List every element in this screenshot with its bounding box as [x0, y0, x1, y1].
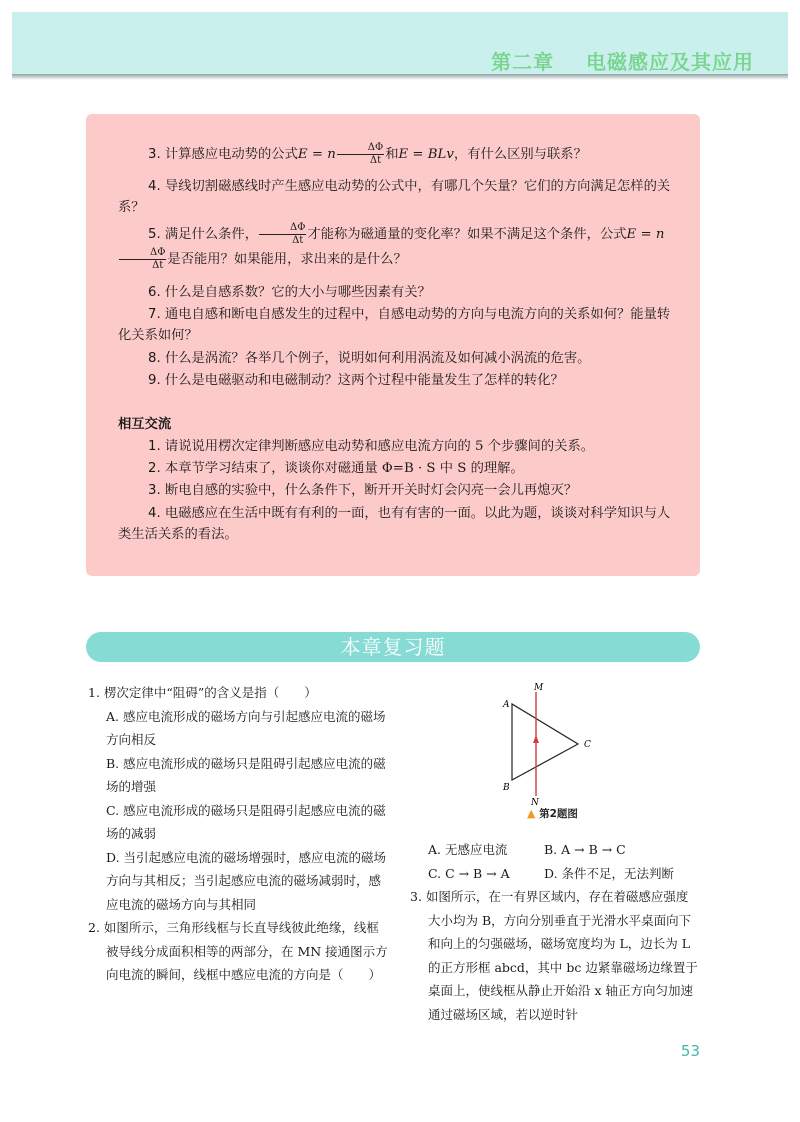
option: D. 当引起感应电流的磁场增强时，感应电流的磁场方向与其相反；当引起感应电流的磁场减弱时，感应电流的磁场方向与其相同	[106, 849, 387, 912]
review-question-3: 3. 如图所示，在一有界区域内，存在着磁感应强度大小均为 B，方向分别垂直于光滑水平桌面向下和向上的匀强磁场，磁场宽度均为 L，边长为 L 的正方形框 abcd，其中 bc 边紧靠磁场边缘置于桌面上，使线框从静止开始沿 x 轴正方向匀加速通过磁场区域，若以逆时针	[410, 889, 698, 1022]
question-5: 5. 满足什么条件， $\frac{\Delta\Phi}{\Delta t}$ 才能称为磁通量的变化率？如果不满足这个条件，公式E = n $\frac{\Delta\Phi}{\Delta t}$ 是否能用？如果能用，求出来的是什么？	[118, 222, 674, 272]
q2-options-row-2	[410, 862, 700, 886]
option: A. 无感应电流	[428, 842, 508, 857]
question-3: 3. 计算感应电动势的公式E = n $\frac{\Delta\Phi}{\Delta t}$ 和E = BLv，有什么区别与联系？	[148, 142, 587, 166]
review-question-2: 2. 如图所示，三角形线框与长直导线彼此绝缘，线框被导线分成面积相等的两部分，在 MN 接通图示方向电流的瞬间，线框中感应电流的方向是（ ）	[88, 920, 388, 982]
review-banner	[86, 632, 700, 662]
option: B. A → B → C	[544, 842, 626, 857]
figure-caption: ▲ 第2题图	[527, 807, 578, 820]
fraction: $\frac{\Delta\Phi}{\Delta t}$	[259, 222, 306, 247]
triangle-marker-icon: ▲	[527, 807, 536, 820]
option: D. 条件不足，无法判断	[544, 865, 675, 881]
label-N: N	[531, 798, 539, 808]
exchange-item: 4. 电磁感应在生活中既有有利的一面，也有有害的一面。以此为题，谈谈对科学知识与人类生活关系的看法。	[118, 506, 671, 542]
label-A: A	[503, 700, 510, 710]
review-left-column	[88, 681, 390, 987]
exchange-item: 1. 请说说用楞次定律判断感应电动势和感应电流方向的 5 个步骤间的关系。	[148, 439, 595, 454]
option: B. 感应电流形成的磁场只是阻碍引起感应电流的磁场的增强	[106, 755, 386, 794]
exchange-item: 3. 断电自感的实验中，什么条件下，断开开关时灯会闪亮一会儿再熄灭？	[148, 483, 578, 498]
current-arrow-icon	[533, 735, 539, 743]
review-question-1: 1. 楞次定律中“阻碍”的含义是指（ ）	[88, 685, 317, 700]
question-8: 8. 什么是涡流？各举几个例子，说明如何利用涡流及如何减小涡流的危害。	[148, 351, 591, 366]
label-C: C	[584, 740, 591, 750]
label-B: B	[503, 783, 510, 793]
review-title: 本章复习题	[340, 635, 446, 659]
exchange-title: 相互交流	[118, 417, 172, 432]
question-4: 4. 导线切割磁感线时产生感应电动势的公式中，有哪几个矢量？它们的方向满足怎样的关系？	[118, 179, 671, 215]
option: A. 感应电流形成的磁场方向与引起感应电流的磁场方向相反	[106, 708, 386, 747]
triangle-frame	[512, 704, 578, 780]
option: C. C → B → A	[428, 865, 510, 881]
question-9: 9. 什么是电磁驱动和电磁制动？这两个过程中能量发生了怎样的转化？	[148, 373, 564, 388]
review-right-column	[410, 838, 700, 1026]
fraction: $\frac{\Delta\Phi}{\Delta t}$	[119, 247, 166, 272]
discussion-box	[86, 114, 700, 576]
exchange-item: 2. 本章节学习结束了，谈谈你对磁通量 Φ=B · S 中 S 的理解。	[148, 461, 524, 476]
page-number: 53	[680, 1042, 700, 1060]
question-6: 6. 什么是自感系数？它的大小与哪些因素有关？	[148, 285, 431, 300]
fraction: $\frac{\Delta\Phi}{\Delta t}$	[337, 142, 384, 167]
q2-options-row-1	[410, 838, 700, 862]
option: C. 感应电流形成的磁场只是阻碍引起感应电流的磁场的减弱	[106, 802, 386, 841]
question-7: 7. 通电自感和断电自感发生的过程中，自感电动势的方向与电流方向的关系如何？能量转化关系如何？	[118, 307, 671, 343]
label-M: M	[534, 683, 544, 693]
chapter-title: 第二章 电磁感应及其应用	[491, 50, 754, 74]
